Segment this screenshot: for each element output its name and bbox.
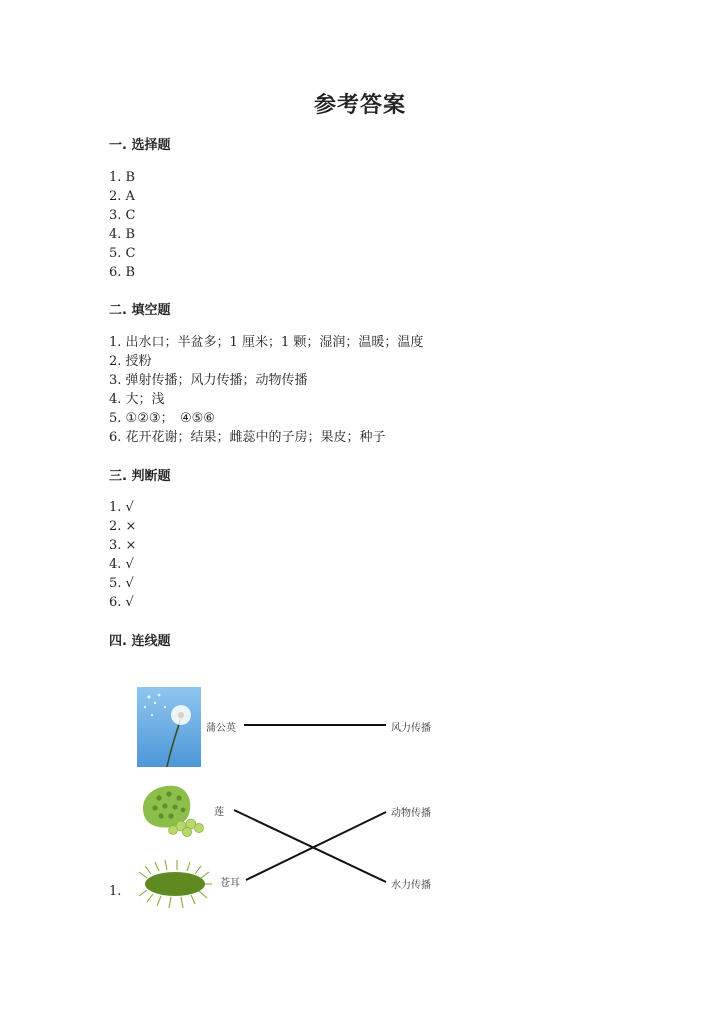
list-item: 4. B xyxy=(109,227,136,242)
right-label-water: 水力传播 xyxy=(391,880,431,891)
list-item: 4. 大；浅 xyxy=(109,392,165,407)
list-item: 1. √ xyxy=(109,500,134,515)
matching-lines xyxy=(0,660,720,920)
page-title: 参考答案 xyxy=(313,93,406,118)
left-label-cocklebur: 苍耳 xyxy=(220,878,240,889)
list-item: 5. ①②③； ④⑤⑥ xyxy=(109,411,215,426)
list-item: 1. 出水口；半盆多；1 厘米；1 颗；湿润；温暖；温度 xyxy=(109,335,424,350)
match-line xyxy=(246,812,386,880)
list-item: 4. √ xyxy=(109,557,134,572)
answer-list-choice xyxy=(109,168,135,282)
question-number: 1. xyxy=(109,884,122,899)
matching-diagram xyxy=(0,660,720,920)
left-label-dandelion: 蒲公英 xyxy=(206,723,236,734)
right-label-animal: 动物传播 xyxy=(391,808,431,819)
list-item: 2. 授粉 xyxy=(109,354,152,369)
list-item: 6. 花开花谢；结果；雌蕊中的子房；果皮；种子 xyxy=(109,430,386,445)
list-item: 5. √ xyxy=(109,576,134,591)
list-item: 5. C xyxy=(109,246,136,261)
list-item: 3. C xyxy=(109,208,136,223)
left-label-lotus: 莲 xyxy=(214,807,224,818)
match-line xyxy=(234,810,386,882)
list-item: 6. B xyxy=(109,265,136,280)
list-item: 6. √ xyxy=(109,595,134,610)
list-item: 1. B xyxy=(109,170,136,185)
answer-list-fill xyxy=(109,333,423,447)
list-item: 2. A xyxy=(109,189,135,204)
section-heading-fill: 二. 填空题 xyxy=(109,303,171,318)
section-heading-match: 四. 连线题 xyxy=(109,634,171,649)
list-item: 2. × xyxy=(109,519,137,534)
list-item: 3. 弹射传播；风力传播；动物传播 xyxy=(109,373,308,388)
answer-list-judge xyxy=(109,498,136,612)
section-heading-judge: 三. 判断题 xyxy=(109,469,171,484)
list-item: 3. × xyxy=(109,538,137,553)
right-label-wind: 风力传播 xyxy=(391,723,431,734)
section-heading-choice: 一. 选择题 xyxy=(109,138,171,153)
